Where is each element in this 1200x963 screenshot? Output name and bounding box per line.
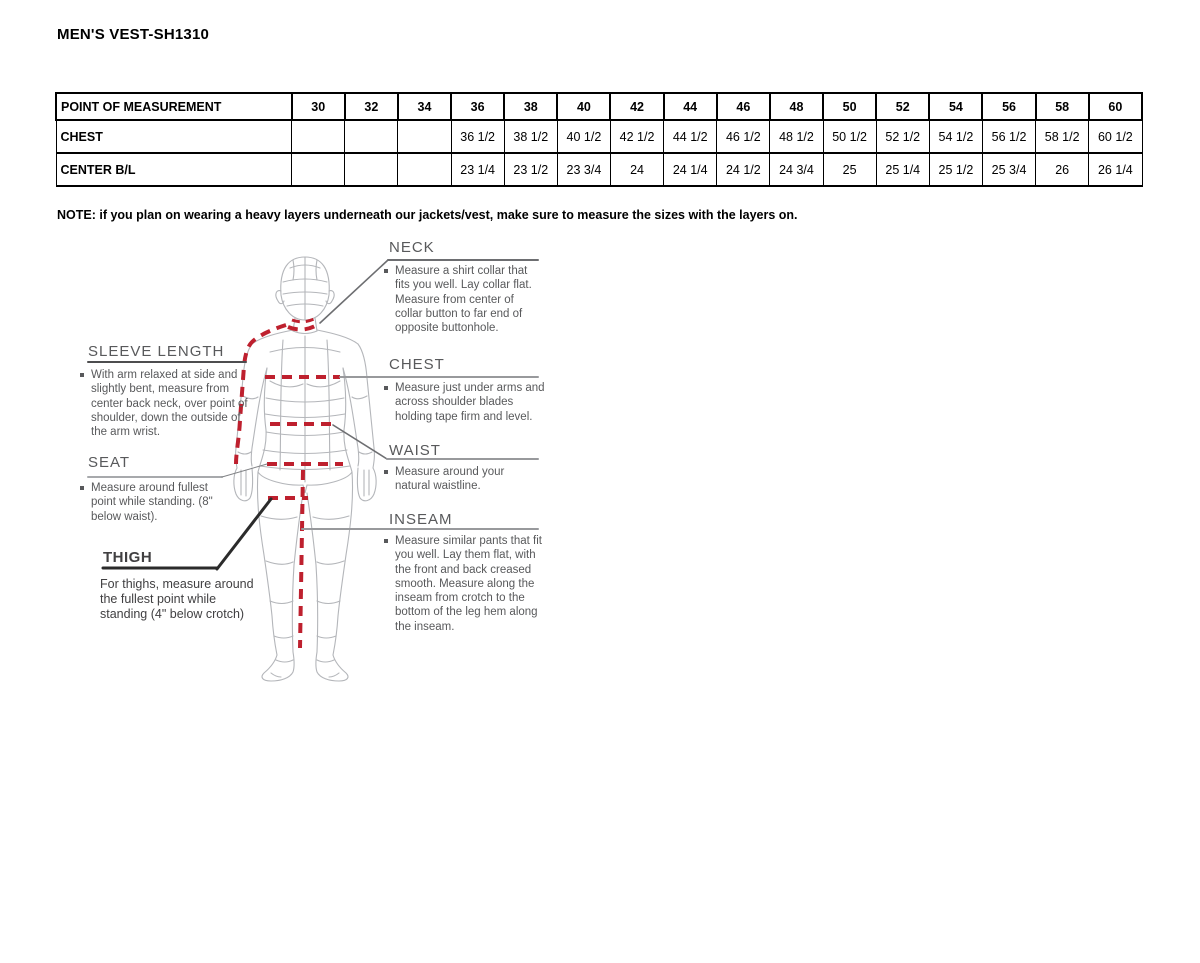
seat-instructions: [80, 481, 230, 524]
size-cell: 24: [610, 153, 663, 186]
size-cell: 44 1/2: [664, 120, 717, 153]
sleeve-length-instruction-text: With arm relaxed at side and slightly bent, measure from center back neck, over point of shoulder, down the outside of the arm wrist.: [91, 369, 248, 439]
size-cell: [345, 153, 398, 186]
size-cell: 36 1/2: [451, 120, 504, 153]
collar-measure-line: [288, 325, 317, 330]
column-header-size: 50: [823, 93, 876, 120]
size-cell: 25: [823, 153, 876, 186]
thigh-instruction-text: For thighs, measure around the fullest point while standing (4" below crotch): [100, 577, 254, 621]
size-cell: 50 1/2: [823, 120, 876, 153]
bullet-square-icon: [384, 386, 388, 390]
column-header-size: 36: [451, 93, 504, 120]
column-header-size: 54: [929, 93, 982, 120]
table-row-center-bl: [56, 153, 1142, 186]
note-text: NOTE: if you plan on wearing a heavy layers underneath our jackets/vest, make sure to measure the sizes with the layers on.: [57, 208, 798, 222]
bullet-square-icon: [80, 373, 84, 377]
size-cell: 25 1/2: [929, 153, 982, 186]
row-label-chest: CHEST: [56, 120, 292, 153]
size-cell: 54 1/2: [929, 120, 982, 153]
chest-instructions: [384, 381, 546, 424]
size-cell: 46 1/2: [717, 120, 770, 153]
size-cell: 26 1/4: [1089, 153, 1142, 186]
size-cell: 26: [1036, 153, 1089, 186]
neck-instruction-text: Measure a shirt collar that fits you well. Lay collar flat. Measure from center of collar button to far end of opposite buttonhole.: [395, 265, 532, 335]
waist-instruction-text: Measure around your natural waistline.: [395, 466, 505, 493]
thigh-instructions: [100, 577, 262, 622]
column-header-size: 30: [292, 93, 345, 120]
column-header-size: 38: [504, 93, 557, 120]
column-header-size: 44: [664, 93, 717, 120]
size-cell: 60 1/2: [1089, 120, 1142, 153]
sleeve-length-instructions: [80, 368, 258, 439]
size-cell: 24 1/4: [664, 153, 717, 186]
thigh-heading: THIGH: [103, 549, 153, 566]
size-cell: 38 1/2: [504, 120, 557, 153]
bullet-square-icon: [384, 269, 388, 273]
size-cell: 24 1/2: [717, 153, 770, 186]
size-cell: [345, 120, 398, 153]
bullet-square-icon: [384, 539, 388, 543]
inseam-heading: INSEAM: [389, 511, 453, 528]
size-cell: 24 3/4: [770, 153, 823, 186]
chest-instruction-text: Measure just under arms and across shoulder blades holding tape firm and level.: [395, 382, 545, 423]
row-label-center-bl: CENTER B/L: [56, 153, 292, 186]
size-cell: 40 1/2: [557, 120, 610, 153]
page-title: MEN'S VEST-SH1310: [57, 26, 210, 43]
seat-instruction-text: Measure around fullest point while standing. (8" below waist).: [91, 482, 213, 523]
waist-instructions: [384, 465, 534, 494]
column-header-size: 46: [717, 93, 770, 120]
size-cell: [398, 120, 451, 153]
size-cell: 58 1/2: [1036, 120, 1089, 153]
waist-pointer-line: [333, 425, 387, 459]
table-header-row: [56, 93, 1142, 120]
measurement-guide-diagram: [0, 230, 560, 700]
size-cell: [292, 153, 345, 186]
size-cell: 25 1/4: [876, 153, 929, 186]
size-cell: 23 1/2: [504, 153, 557, 186]
size-cell: 23 1/4: [451, 153, 504, 186]
size-cell: 42 1/2: [610, 120, 663, 153]
size-chart-table: [55, 92, 1143, 187]
inseam-instructions: [384, 534, 544, 634]
size-cell: 56 1/2: [982, 120, 1035, 153]
size-cell: 25 3/4: [982, 153, 1035, 186]
bullet-square-icon: [384, 470, 388, 474]
bullet-square-icon: [80, 486, 84, 490]
column-header-size: 32: [345, 93, 398, 120]
column-header-size: 58: [1036, 93, 1089, 120]
neck-pointer-line: [320, 260, 388, 323]
column-header-size: 40: [557, 93, 610, 120]
inseam-measure-line: [300, 470, 303, 648]
column-header-size: 34: [398, 93, 451, 120]
neck-instructions: [384, 264, 544, 335]
column-header-size: 42: [610, 93, 663, 120]
sleeve-length-heading: SLEEVE LENGTH: [88, 343, 225, 360]
waist-heading: WAIST: [389, 442, 441, 459]
column-header-size: 48: [770, 93, 823, 120]
neck-heading: NECK: [389, 239, 435, 256]
size-cell: [398, 153, 451, 186]
column-header-size: 60: [1089, 93, 1142, 120]
column-header-size: 56: [982, 93, 1035, 120]
inseam-instruction-text: Measure similar pants that fit you well. Lay them flat, with the front and back creased smooth. Measure along the inseam from crotch to the bottom of the leg hem along the inseam.: [395, 535, 543, 633]
table-row-chest: [56, 120, 1142, 153]
column-header-size: 52: [876, 93, 929, 120]
chest-heading: CHEST: [389, 356, 445, 373]
size-cell: 48 1/2: [770, 120, 823, 153]
size-cell: [292, 120, 345, 153]
seat-heading: SEAT: [88, 454, 131, 471]
size-cell: 23 3/4: [557, 153, 610, 186]
size-cell: 52 1/2: [876, 120, 929, 153]
column-header-point-of-measurement: POINT OF MEASUREMENT: [56, 93, 292, 120]
